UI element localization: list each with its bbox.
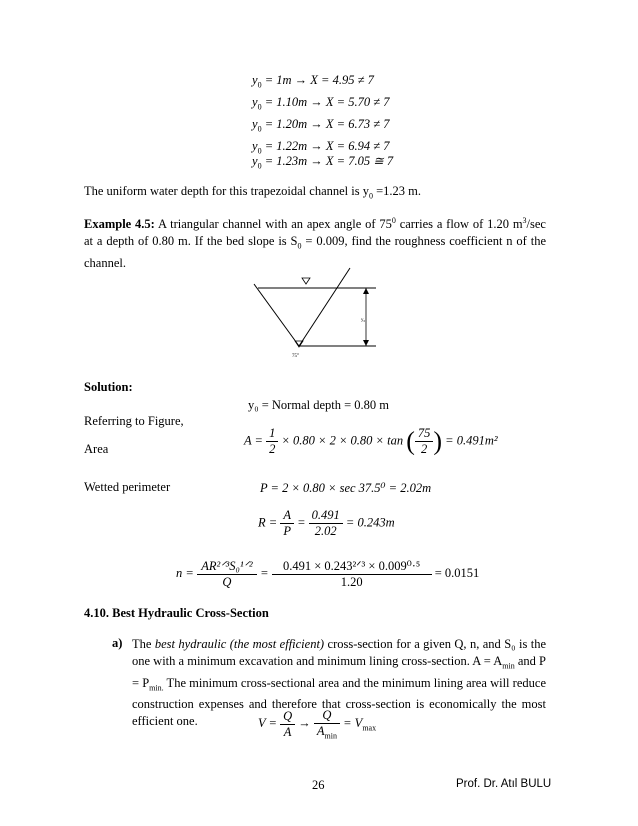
paren-open: ( (406, 426, 415, 456)
example-sub: 0 (297, 241, 302, 251)
example-text: = 0.009, find the roughness coefficient n of the channel. (84, 234, 547, 270)
page-number: 26 (312, 778, 325, 792)
frac-num: Q (280, 709, 295, 725)
item-text-italic: best hydraulic (the most efficient) (154, 637, 325, 651)
iteration-line (252, 153, 393, 171)
frac-den: 2 (421, 442, 428, 456)
n-result: = 0.0151 (434, 565, 480, 580)
depth-arrow-top (363, 288, 369, 294)
example-text: A triangular channel with an apex angle of 75 (154, 217, 392, 232)
frac-den: P (283, 524, 291, 538)
n-fraction-2 (272, 558, 432, 590)
uniform-depth-main: The uniform water depth for this trapezoidal channel is y (84, 184, 369, 198)
frac-den: A (283, 724, 292, 739)
y0-definition: y₀ = Normal depth = 0.80 m (248, 398, 390, 412)
uniform-depth-sub: 0 (368, 191, 373, 201)
referring-text: Referring to Figure, (84, 414, 184, 428)
iter-sub: 0 (257, 161, 262, 171)
item-label: a) (112, 636, 123, 650)
triangular-channel-figure (240, 264, 390, 364)
uniform-depth-tail: =1.23 m. (372, 184, 422, 198)
frac-den: 2.02 (314, 524, 337, 538)
depth-arrow-bottom (363, 340, 369, 346)
velocity-equation (258, 708, 376, 741)
wetted-perimeter-label: Wetted perimeter (84, 480, 171, 494)
area-result: = 0.491m² (445, 433, 498, 448)
v-lhs: V = (258, 716, 281, 731)
iter-text: = 1.22m → X = 6.94 ≠ 7 (261, 139, 390, 153)
v-fraction-2 (314, 708, 340, 741)
item-text: cross-section for a given Q, n, and S₀ is the one with a minimum excavation and minimum lining cross-section. A = A (132, 637, 547, 668)
item-text: The minimum cross-sectional area and the minimum lining area will reduce construction expenses and therefore that cross-section is economically the most efficient one. (132, 675, 546, 728)
angle-label: 75° (292, 354, 299, 359)
example-text: carries a flow of 1.20 m (395, 217, 523, 232)
r-lhs: R = (258, 515, 281, 530)
iter-sub: 0 (257, 102, 262, 112)
arrow-sign: → (298, 716, 311, 731)
example-sup: 0 (391, 216, 396, 225)
frac-num: 1 (266, 426, 278, 442)
area-mid: × 0.80 × 2 × 0.80 × tan (281, 433, 404, 448)
paren-close: ) (433, 426, 443, 456)
iter-var: y (252, 95, 258, 109)
area-label: Area (84, 442, 109, 456)
footer-author: Prof. Dr. Atıl BULU (456, 778, 552, 790)
iter-sub: 0 (257, 80, 262, 90)
example-sup: 3 (522, 216, 527, 225)
iter-var: y (252, 117, 258, 131)
iter-text: = 1.20m → X = 6.73 ≠ 7 (261, 117, 390, 131)
item-text: The (132, 637, 155, 651)
depth-label: y₀ (361, 318, 366, 323)
item-sub: min. (149, 683, 164, 692)
iteration-line (252, 73, 374, 90)
example-paragraph (84, 212, 546, 272)
channel-right-wall (299, 268, 350, 346)
tan-fraction (415, 426, 434, 457)
area-equation (244, 426, 498, 457)
r-result: = 0.243m (345, 515, 395, 530)
uniform-depth-text (84, 184, 421, 201)
section-heading: 4.10. Best Hydraulic Cross-Section (84, 606, 269, 620)
manning-n-equation (176, 558, 479, 590)
item-text: and P = P (132, 654, 546, 690)
equals-sign: = (260, 565, 269, 580)
iter-text: = 1.10m → X = 5.70 ≠ 7 (261, 95, 390, 109)
iteration-line (252, 95, 389, 112)
den-var: A (316, 724, 325, 738)
iter-text: = 1m → X = 4.95 ≠ 7 (261, 73, 374, 87)
solution-heading: Solution: (84, 380, 133, 394)
r-fraction-2 (309, 508, 343, 539)
frac-num: 75 (415, 426, 434, 442)
frac-den: Q (222, 575, 232, 589)
hydraulic-radius-equation (258, 508, 395, 539)
area-fraction (266, 426, 278, 457)
v-result: = V (343, 716, 363, 731)
channel-left-wall (254, 284, 299, 346)
frac-num: 0.491 × 0.243²ᐟ³ × 0.009⁰·⁵ (272, 558, 432, 575)
iter-var: y (252, 139, 258, 153)
example-label: Example 4.5: (84, 217, 155, 232)
item-sub: min (502, 661, 515, 671)
v-result-sub: max (362, 723, 377, 733)
n-fraction-1 (197, 558, 257, 590)
frac-num: 0.491 (309, 508, 343, 524)
n-lhs: n = (176, 565, 197, 580)
equals-sign: = (297, 515, 306, 530)
frac-den: 2 (269, 442, 276, 456)
frac-num: A (280, 508, 294, 524)
iter-sub: 0 (257, 146, 262, 156)
iter-var: y (252, 73, 258, 87)
v-fraction-1 (280, 709, 295, 740)
iter-text: = 1.23m → X = 7.05 ≅ 7 (261, 154, 394, 168)
example-text: /sec at a depth of 0.80 m. If the bed slope is S (84, 217, 546, 249)
iter-var: y (252, 154, 258, 168)
r-fraction-1 (280, 508, 294, 539)
frac-num: AR²ᐟ³S₀¹ᐟ² (197, 558, 257, 575)
iteration-line (252, 117, 389, 134)
iter-sub: 0 (257, 124, 262, 134)
wetted-perimeter-equation: P = 2 × 0.80 × sec 37.5⁰ = 2.02m (260, 481, 432, 495)
water-level-marker (302, 278, 310, 284)
frac-den (314, 724, 340, 741)
frac-den: 1.20 (340, 575, 363, 589)
den-sub: min (324, 731, 337, 741)
area-lhs: A = (244, 433, 267, 448)
frac-num: Q (314, 708, 340, 724)
